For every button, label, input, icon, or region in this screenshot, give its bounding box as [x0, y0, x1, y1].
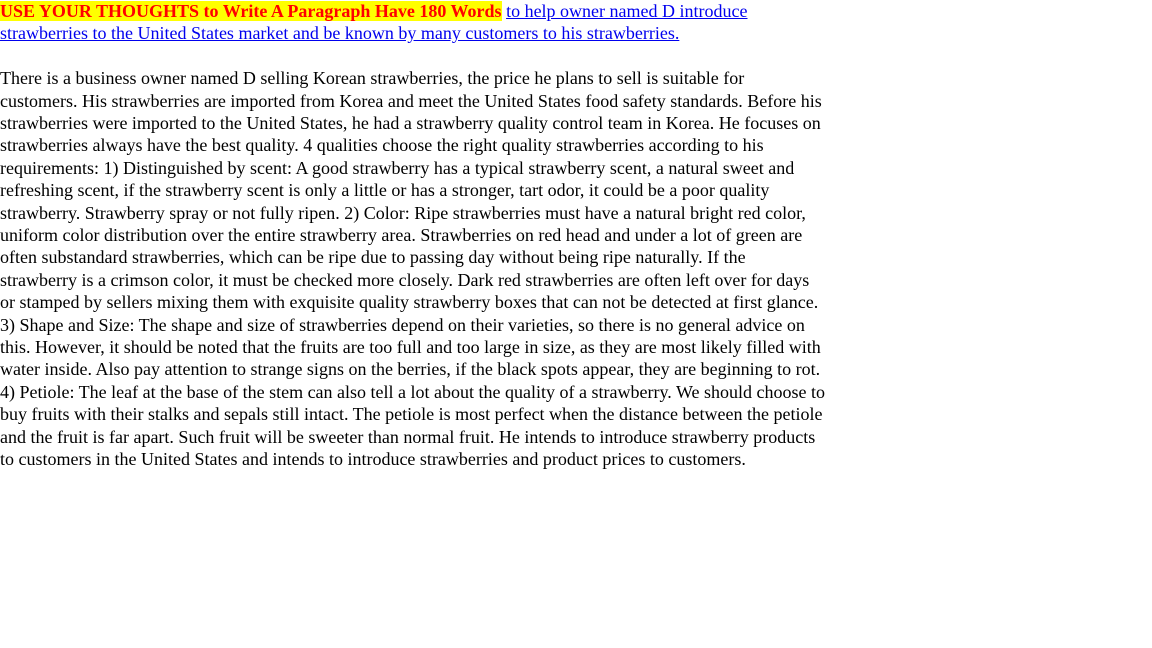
answer-paragraph: There is a business owner named D selling Korean strawberries, the price he plans to sell is suitable for customers. His strawberries are imported from Korea and meet the United States food safety standards. Before his strawberries were imported to the United States, he had a strawberry quality control team in Korea. He focuses on strawberries always have the best quality. 4 qualities choose the right quality strawberries according to his requirements: 1) Distinguished by scent: A good strawberry has a typical strawberry scent, a natural sweet and refreshing scent, if the strawberry scent is only a little or has a stronger, tart odor, it could be a poor quality strawberry. Strawberry spray or not fully ripen. 2) Color: Ripe strawberries must have a natural bright red color, uniform color distribution over the entire strawberry area. Strawberries on red head and under a lot of green are often substandard strawberries, which can be ripe due to passing day without being ripe naturally. If the strawberry is a crimson color, it must be checked more closely. Dark red strawberries are often left over for days or stamped by sellers mixing them with exquisite quality strawberry boxes that can not be detected at first glance. 3) Shape and Size: The shape and size of strawberries depend on their varieties, so there is no general advice on this. However, it should be noted that the fruits are too full and too large in size, as they are most likely filled with water inside. Also pay attention to strange signs on the berries, if the black spots appear, they are beginning to rot. 4) Petiole: The leaf at the base of the stem can also tell a lot about the quality of a strawberry. We should choose to buy fruits with their stalks and sepals still intact. The petiole is most perfect when the distance between the petiole and the fruit is far apart. Such fruit will be sweeter than normal fruit. He intends to introduce strawberry products to customers in the United States and intends to introduce strawberries and product prices to customers.	[0, 68, 825, 470]
highlighted-instruction: USE YOUR THOUGHTS to Write A Paragraph Have 180 Words	[0, 1, 502, 21]
blank-line	[0, 45, 826, 67]
question-link[interactable]: to help owner named D introduce strawberries to the United States market and be known by many customers to his strawberries.	[0, 1, 748, 44]
question-heading	[0, 0, 826, 45]
